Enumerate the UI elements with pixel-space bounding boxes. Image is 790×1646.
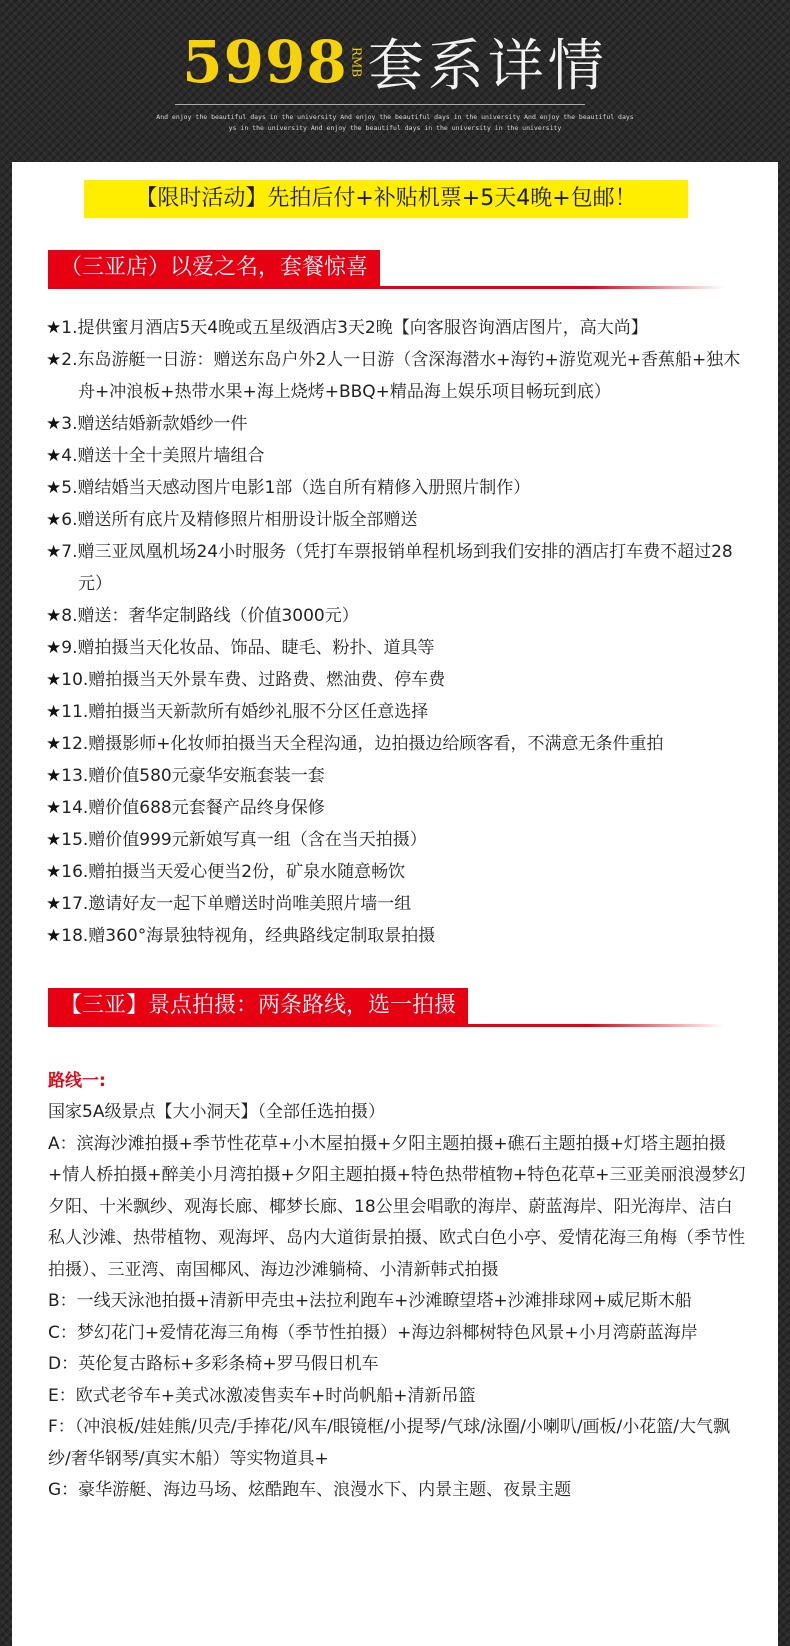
star-icon: ★	[46, 414, 62, 434]
star-icon: ★	[46, 318, 62, 338]
star-icon: ★	[46, 606, 62, 626]
route-title: 路线一:	[48, 1071, 106, 1091]
content-panel	[12, 162, 778, 1646]
star-icon: ★	[46, 510, 62, 530]
list-item: ★14.赠价值688元套餐产品终身保修	[46, 798, 325, 818]
currency-label: RMB	[349, 46, 364, 78]
star-icon: ★	[46, 894, 62, 914]
route-line: F：（冲浪板/娃娃熊/贝壳/手捧花/风车/眼镜框/小提琴/气球/泳圈/小喇叭/画板/小花篮/大气飘纱/奢华钢琴/真实木船）等实物道具+	[48, 1417, 731, 1469]
star-icon: ★	[46, 734, 62, 754]
list-item: ★8.赠送：奢华定制路线（价值3000元）	[46, 606, 359, 626]
page-header	[0, 0, 790, 160]
section-heading-underline	[48, 286, 724, 289]
section-heading-underline	[48, 1024, 724, 1027]
star-icon: ★	[46, 926, 62, 946]
route-line: A：滨海沙滩拍摄+季节性花草+小木屋拍摄+夕阳主题拍摄+礁石主题拍摄+灯塔主题拍摄+情人桥拍摄+醉美小月湾拍摄+夕阳主题拍摄+特色热带植物+特色花草+三亚美丽浪漫梦幻夕阳、十米飘纱、观海长廊、椰梦长廊、18公里会唱歌的海岸、蔚蓝海岸、阳光海岸、洁白私人沙滩、热带植物、观海坪、岛内大道街景拍摄、欧式白色小亭、爱情花海三角梅（季节性拍摄）、三亚湾、南国椰风、海边沙滩躺椅、小清新韩式拍摄	[48, 1133, 746, 1280]
promo-banner: 【限时活动】先拍后付+补贴机票+5天4晚+包邮！	[84, 180, 688, 218]
tagline-line-2: ys in the university And enjoy the beautiful days in the university in the university	[228, 124, 562, 132]
list-item: ★4.赠送十全十美照片墙组合	[46, 446, 265, 466]
route-line: E：欧式老爷车+美式冰激凌售卖车+时尚帆船+清新吊篮	[48, 1385, 476, 1406]
section-heading-label: （三亚店）以爱之名，套餐惊喜	[48, 250, 380, 286]
star-icon: ★	[46, 830, 62, 850]
package-price: 5998	[182, 28, 348, 96]
star-icon: ★	[46, 798, 62, 818]
list-item: ★3.赠送结婚新款婚纱一件	[46, 414, 248, 434]
list-item: ★16.赠拍摄当天爱心便当2份，矿泉水随意畅饮	[46, 862, 406, 882]
package-item-list	[46, 312, 746, 952]
route-line: G：豪华游艇、海边马场、炫酷跑车、浪漫水下、内景主题、夜景主题	[48, 1480, 572, 1500]
list-item: ★11.赠拍摄当天新款所有婚纱礼服不分区任意选择	[46, 702, 429, 722]
list-item: ★2.东岛游艇一日游：赠送东岛户外2人一日游（含深海潜水+海钓+游览观光+香蕉船+独木舟+冲浪板+热带水果+海上烧烤+BBQ+精品海上娱乐项目畅玩到底）	[46, 350, 741, 402]
star-icon: ★	[46, 478, 62, 498]
route-line: B：一线天泳池拍摄+清新甲壳虫+法拉利跑车+沙滩瞭望塔+沙滩排球网+威尼斯木船	[48, 1291, 692, 1311]
list-item: ★17.邀请好友一起下单赠送时尚唯美照片墙一组	[46, 894, 412, 914]
list-item: ★7.赠三亚凤凰机场24小时服务（凭打车票报销单程机场到我们安排的酒店打车费不超过28元）	[46, 542, 733, 594]
list-item: ★12.赠摄影师+化妆师拍摄当天全程沟通，边拍摄边给顾客看，不满意无条件重拍	[46, 734, 664, 754]
list-item: ★1.提供蜜月酒店5天4晚或五星级酒店3天2晚【向客服咨询酒店图片，高大尚】	[46, 318, 648, 338]
list-item: ★13.赠价值580元豪华安瓶套装一套	[46, 766, 325, 786]
star-icon: ★	[46, 638, 62, 658]
list-item: ★9.赠拍摄当天化妆品、饰品、睫毛、粉扑、道具等	[46, 638, 435, 658]
title-row	[0, 22, 790, 102]
section-heading-label: 【三亚】景点拍摄：两条路线，选一拍摄	[48, 988, 468, 1024]
tagline-line-1: And enjoy the beautiful days in the university And enjoy the beautiful days in the university And enjoy the beautiful days	[156, 113, 634, 121]
star-icon: ★	[46, 702, 62, 722]
route-line: C：梦幻花门+爱情花海三角梅（季节性拍摄）+海边斜椰树特色风景+小月湾蔚蓝海岸	[48, 1322, 698, 1343]
route-line: D：英伦复古路标+多彩条椅+罗马假日机车	[48, 1354, 379, 1374]
star-icon: ★	[46, 350, 62, 370]
star-icon: ★	[46, 670, 62, 690]
list-item: ★5.赠结婚当天感动图片电影1部（选自所有精修入册照片制作）	[46, 478, 531, 498]
list-item: ★10.赠拍摄当天外景车费、过路费、燃油费、停车费	[46, 670, 446, 690]
route-intro: 国家5A级景点【大小洞天】（全部任选拍摄）	[48, 1102, 385, 1122]
page-title: 套系详情	[367, 34, 608, 99]
star-icon: ★	[46, 862, 62, 882]
list-item: ★18.赠360°海景独特视角，经典路线定制取景拍摄	[46, 926, 436, 946]
title-divider	[175, 104, 585, 105]
list-item: ★15.赠价值999元新娘写真一组（含在当天拍摄）	[46, 830, 427, 850]
star-icon: ★	[46, 446, 62, 466]
route-details	[48, 1066, 746, 1507]
star-icon: ★	[46, 766, 62, 786]
star-icon: ★	[46, 542, 62, 562]
list-item: ★6.赠送所有底片及精修照片相册设计版全部赠送	[46, 510, 418, 530]
